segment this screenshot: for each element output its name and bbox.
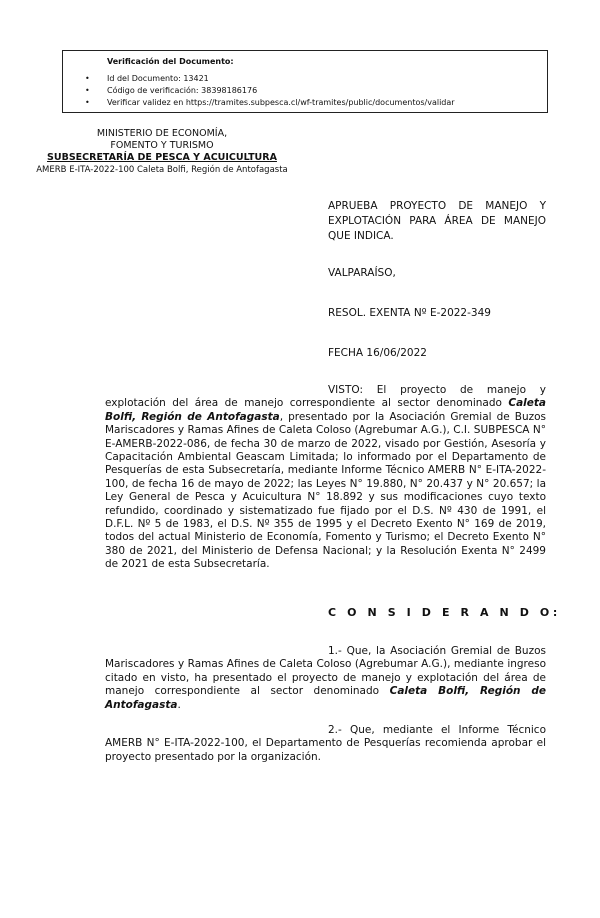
- resolution-date: FECHA 16/06/2022: [328, 347, 427, 359]
- ministry-header: [22, 128, 302, 176]
- subsecretaria-name: SUBSECRETARÍA DE PESCA Y ACUICULTURA: [47, 152, 277, 163]
- amerb-reference: AMERB E-ITA-2022-100 Caleta Bolfi, Región de Antofagasta: [36, 165, 288, 175]
- verification-list: [63, 73, 549, 109]
- verification-title: Verificación del Documento:: [107, 57, 234, 66]
- verification-document-id: • Id del Documento: 13421: [63, 73, 549, 85]
- resolution-title: APRUEBA PROYECTO DE MANEJO Y EXPLOTACIÓN PARA ÁREA DE MANEJO QUE INDICA.: [328, 200, 546, 242]
- verification-box: [62, 50, 548, 113]
- considerando-paragraph-1: [105, 645, 546, 712]
- resolution-number: RESOL. EXENTA Nº E-2022-349: [328, 307, 491, 319]
- resolution-city: VALPARAÍSO,: [328, 267, 396, 279]
- visto-text-2: , presentado por la Asociación Gremial de Buzos Mariscadores y Ramas Afines de Caleta Coloso (Agrebumar A.G.), C.I. SUBPESCA N° E-AMERB-2022-086, de fecha 30 de marzo de 2022, visado por Gestión, Asesoría y Capacitación Ambiental Geascam Limitada; lo informado por el Departamento de Pesquerías de esta Subsecretaría, mediante Informe Técnico AMERB N° E-ITA-2022-100, de fecha 16 de mayo de 2022; las Leyes N° 19.880, N° 20.437 y N° 20.657; la Ley General de Pesca y Acuicultura N° 18.892 y sus modificaciones cuyo texto refundido, coordinado y sistematizado fue fijado por el D.S. Nº 430 de 1991, el D.F.L. Nº 5 de 1983, el D.S. Nº 355 de 1995 y el Decreto Exento N° 169 de 2019, todos del actual Ministerio de Economía, Fomento y Turismo; el Decreto Exento N° 380 de 2021, del Ministerio de Defensa Nacional; y la Resolución Exenta N° 2499 de 2021 de esta Subsecretaría.: [105, 410, 547, 571]
- considerando-heading: C O N S I D E R A N D O:: [328, 606, 561, 619]
- verification-code: • Código de verificación: 38398186176: [63, 85, 549, 97]
- considerando-1-text: 1.- Que, la Asociación Gremial de Buzos Mariscadores y Ramas Afines de Caleta Coloso (Agrebumar A.G.), mediante ingreso citado en visto, ha presentado el proyecto de manejo y explotación del área de manejo correspondiente al sector denominado: [105, 645, 546, 698]
- visto-label: VISTO:: [328, 384, 363, 396]
- ministry-line1: MINISTERIO DE ECONOMÍA,: [96, 128, 228, 139]
- considerando-1-end: .: [177, 698, 181, 711]
- verification-url[interactable]: • Verificar validez en https://tramites.subpesca.cl/wf-tramites/public/documentos/validar: [63, 97, 549, 109]
- considerando-1-sector: Caleta Bolfi, Región de Antofagasta: [105, 685, 546, 711]
- ministry-line2: FOMENTO Y TURISMO: [110, 140, 214, 151]
- visto-text-1: El proyecto de manejo y explotación del área de manejo correspondiente al sector denominado: [105, 384, 547, 410]
- visto-sector: Caleta Bolfi, Región de Antofagasta: [105, 397, 546, 423]
- considerando-paragraph-2: 2.- Que, mediante el Informe Técnico AMERB N° E-ITA-2022-100, el Departamento de Pesquerías recomienda aprobar el proyecto presentado por la organización.: [105, 724, 546, 763]
- visto-paragraph: [105, 384, 546, 572]
